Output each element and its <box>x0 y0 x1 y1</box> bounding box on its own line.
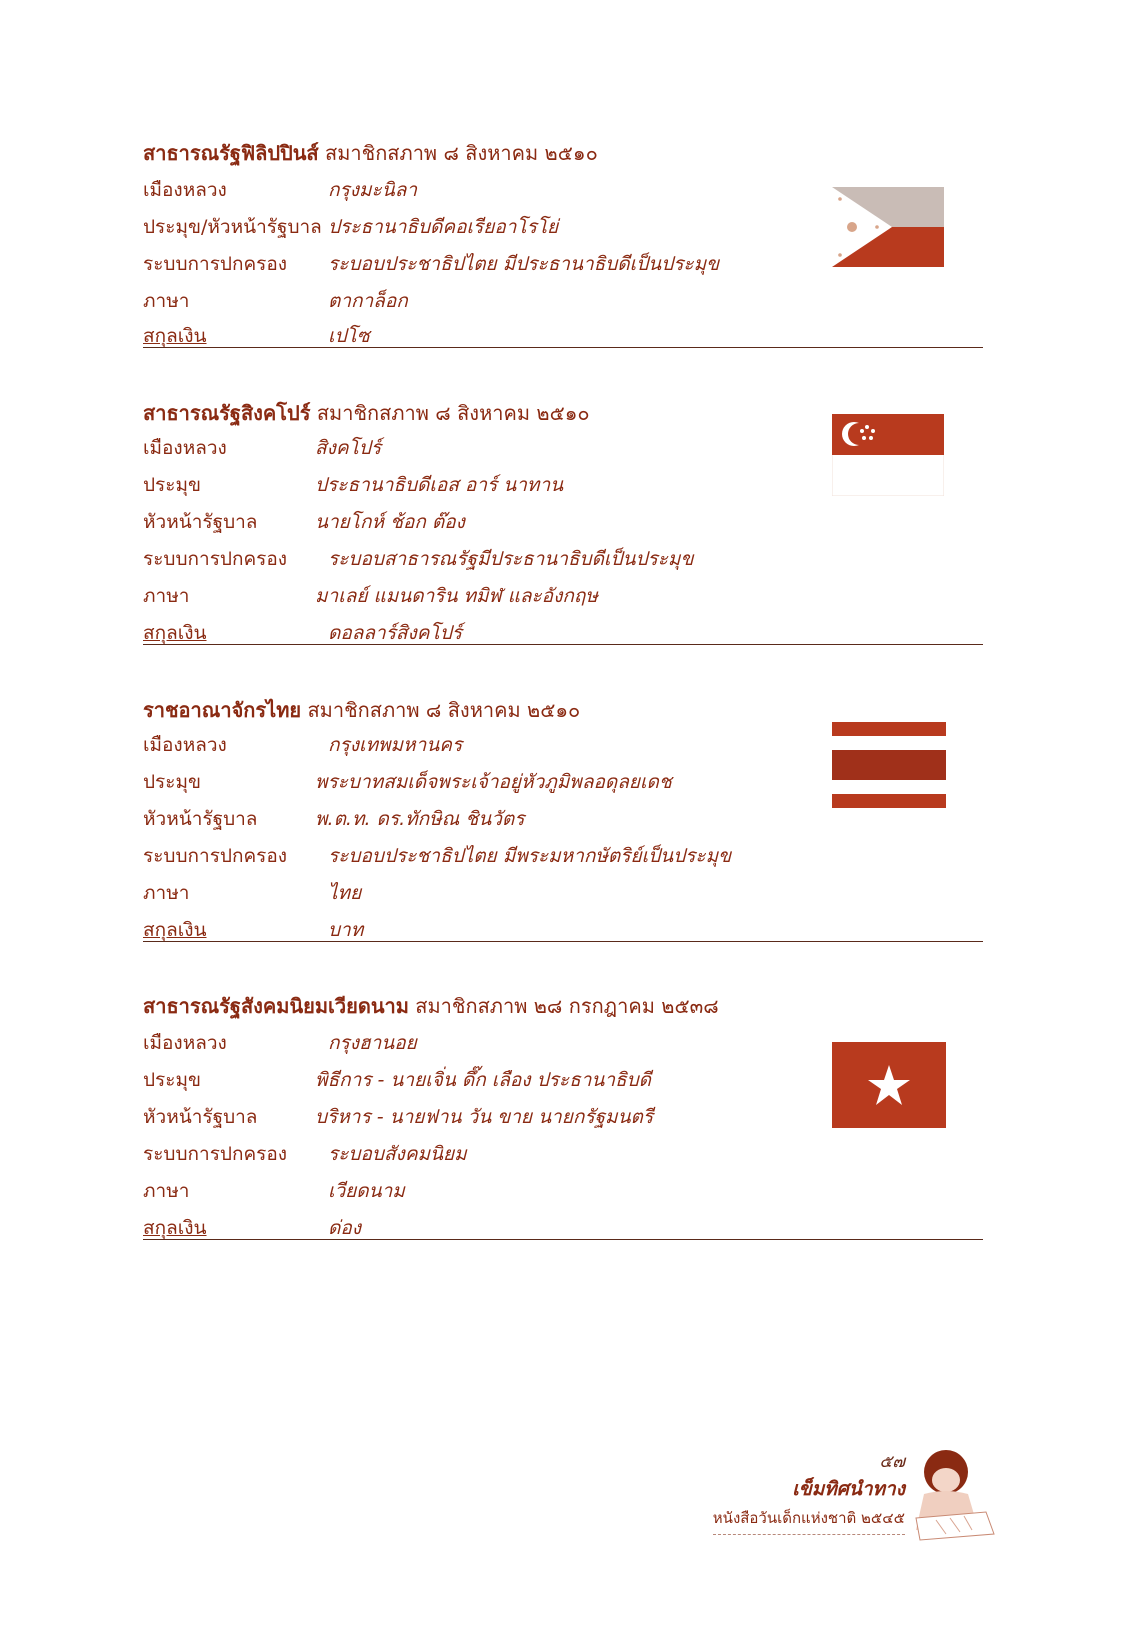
section-title <box>143 990 719 1022</box>
row-value: ระบอบประชาธิปไตย มีประธานาธิบดีเป็นประมุข <box>328 253 720 275</box>
membership-date: สมาชิกสภาพ ๘ สิงหาคม ๒๕๑๐ <box>316 401 590 425</box>
row-value: พระบาทสมเด็จพระเจ้าอยู่หัวภูมิพลอดุลยเดช <box>315 771 672 793</box>
row-value: เปโซ <box>328 325 370 347</box>
membership-date: สมาชิกสภาพ ๒๘ กรกฎาคม ๒๕๓๘ <box>415 994 719 1018</box>
row-value: กรุงฮานอย <box>328 1032 417 1054</box>
info-row <box>143 841 983 871</box>
section-divider <box>143 644 983 645</box>
row-label: ประมุข <box>143 474 201 496</box>
row-label: ภาษา <box>143 1180 190 1202</box>
row-label: เมืองหลวง <box>143 437 227 459</box>
row-value: ระบอบประชาธิปไตย มีพระมหากษัตริย์เป็นประมุข <box>328 845 732 867</box>
row-label: สกุลเงิน <box>143 1217 207 1239</box>
row-value: ระบอบสาธารณรัฐมีประธานาธิบดีเป็นประมุข <box>328 548 694 570</box>
row-value: พ.ต.ท. ดร.ทักษิณ ชินวัตร <box>315 808 525 830</box>
row-label: ระบบการปกครอง <box>143 1143 288 1165</box>
row-value: บริหาร - นายฟาน วัน ขาย นายกรัฐมนตรี <box>315 1106 654 1128</box>
row-value: ประธานาธิบดีเอส อาร์ นาทาน <box>315 474 564 496</box>
info-row <box>143 804 983 834</box>
section-divider <box>143 1239 983 1240</box>
row-label: สกุลเงิน <box>143 622 207 644</box>
row-label: ประมุข <box>143 1069 201 1091</box>
row-value: เวียดนาม <box>328 1180 405 1202</box>
row-value: ไทย <box>328 882 362 904</box>
row-value: พิธีการ - นายเจิ่น ดึ๊ก เลือง ประธานาธิบดี <box>315 1069 652 1091</box>
row-label: เมืองหลวง <box>143 179 227 201</box>
country-name: สาธารณรัฐสิงคโปร์ <box>143 401 311 425</box>
section-divider <box>143 347 983 348</box>
row-value: ดอลลาร์สิงคโปร์ <box>328 622 462 644</box>
membership-date: สมาชิกสภาพ ๘ สิงหาคม ๒๕๑๐ <box>307 698 581 722</box>
row-value: ด่อง <box>328 1217 362 1239</box>
row-value: กรุงเทพมหานคร <box>328 734 463 756</box>
country-name: สาธารณรัฐฟิลิปปินส์ <box>143 141 319 165</box>
info-row <box>143 286 983 316</box>
row-label: หัวหน้ารัฐบาล <box>143 1106 258 1128</box>
row-label: ระบบการปกครอง <box>143 253 288 275</box>
row-label: ระบบการปกครอง <box>143 548 288 570</box>
info-row <box>143 1176 983 1206</box>
country-name: สาธารณรัฐสังคมนิยมเวียดนาม <box>143 994 409 1018</box>
brand-title: เข็มทิศนำทาง <box>792 1478 905 1500</box>
section-title <box>143 137 598 169</box>
info-row <box>143 507 983 537</box>
row-value: ประธานาธิบดีคอเรียอาโรโย่ <box>328 216 559 238</box>
info-row <box>143 878 983 908</box>
row-label: ประมุข/หัวหน้ารัฐบาล <box>143 216 322 238</box>
row-value: กรุงมะนิลา <box>328 179 418 201</box>
row-label: ภาษา <box>143 290 190 312</box>
section-title <box>143 694 580 726</box>
country-name: ราชอาณาจักรไทย <box>143 698 302 722</box>
row-label: ระบบการปกครอง <box>143 845 288 867</box>
row-label: หัวหน้ารัฐบาล <box>143 808 258 830</box>
publication-title: หนังสือวันเด็กแห่งชาติ ๒๕๔๕ <box>713 1506 905 1535</box>
row-value: บาท <box>328 919 364 941</box>
footer <box>670 1448 1000 1578</box>
row-label: ภาษา <box>143 882 190 904</box>
row-label: ประมุข <box>143 771 201 793</box>
row-label: ภาษา <box>143 585 190 607</box>
row-label: เมืองหลวง <box>143 734 227 756</box>
vietnam-flag <box>832 1042 946 1128</box>
row-value: นายโกห์ ช้อก ต๊อง <box>315 511 465 533</box>
info-row <box>143 544 983 574</box>
child-reading-illustration <box>906 1448 998 1548</box>
thailand-flag <box>832 722 946 808</box>
row-value: ตากาล็อก <box>328 290 408 312</box>
row-label: หัวหน้ารัฐบาล <box>143 511 258 533</box>
section-title <box>143 397 590 429</box>
page-number: ๕๗ <box>879 1452 905 1472</box>
membership-date: สมาชิกสภาพ ๘ สิงหาคม ๒๕๑๐ <box>325 141 598 165</box>
row-value: มาเลย์ แมนดาริน ทมิฬ และอังกฤษ <box>315 585 598 607</box>
row-value: ระบอบสังคมนิยม <box>328 1143 467 1165</box>
section-divider <box>143 941 983 942</box>
row-label: เมืองหลวง <box>143 1032 227 1054</box>
info-row <box>143 581 983 611</box>
philippines-flag <box>832 187 944 267</box>
singapore-flag <box>832 414 944 496</box>
row-label: สกุลเงิน <box>143 919 207 941</box>
info-row <box>143 1139 983 1169</box>
row-label: สกุลเงิน <box>143 325 207 347</box>
row-value: สิงคโปร์ <box>315 437 382 459</box>
